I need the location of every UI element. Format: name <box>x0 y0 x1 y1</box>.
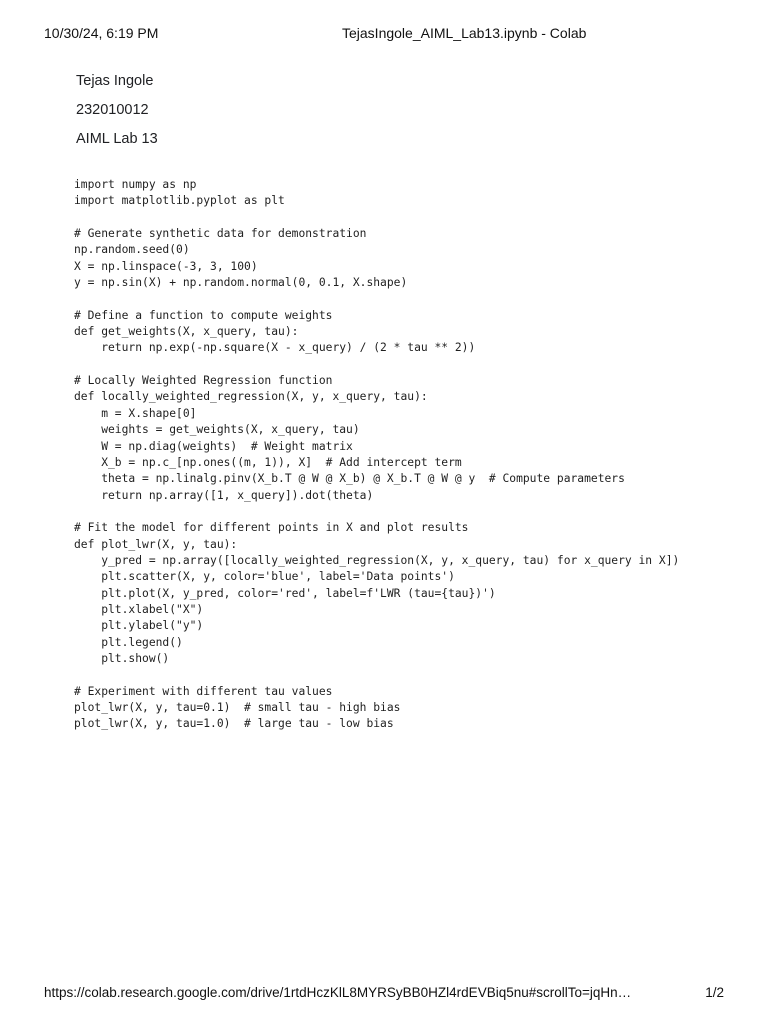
print-footer <box>44 985 724 1003</box>
print-datetime: 10/30/24, 6:19 PM <box>44 25 159 41</box>
roll-number: 232010012 <box>76 102 149 118</box>
page-url: https://colab.research.google.com/drive/1rtdHczKlL8MYRSyBB0HZl4rdEVBiq5nu#scrollTo=jqHn… <box>44 985 632 1000</box>
code-cell: import numpy as np import matplotlib.pyplot as plt # Generate synthetic data for demonstration np.random.seed(0) X = np.linspace(-3, 3, 100) y = np.sin(X) + np.random.normal(0, 0.1, X.shape) # Define a function to compute weights def get_weights(X, x_query, tau): return np.exp(-np.square(X - x_query) / (2 * tau ** 2)) # Locally Weighted Regression function def locally_weighted_regression(X, y, x_query, tau): m = X.shape[0] weights = get_weights(X, x_query, tau) W = np.diag(weights) # Weight matrix X_b = np.c_[np.ones((m, 1)), X] # Add intercept term theta = np.linalg.pinv(X_b.T @ W @ X_b) @ X_b.T @ W @ y # Compute parameters return np.array([1, x_query]).dot(theta) # Fit the model for different points in X and plot results def plot_lwr(X, y, tau): y_pred = np.array([locally_weighted_regression(X, y, x_query, tau) for x_query in X]) plt.scatter(X, y, color='blue', label='Data points') plt.plot(X, y_pred, color='red', label=f'LWR (tau={tau})') plt.xlabel("X") plt.ylabel("y") plt.legend() plt.show() # Experiment with different tau values plot_lwr(X, y, tau=0.1) # small tau - high bias plot_lwr(X, y, tau=1.0) # large tau - low bias <box>74 178 680 731</box>
document-title: TejasIngole_AIML_Lab13.ipynb - Colab <box>342 25 587 41</box>
print-header <box>44 25 728 43</box>
lab-title: AIML Lab 13 <box>76 131 158 147</box>
markdown-cell <box>76 72 158 159</box>
author-name: Tejas Ingole <box>76 73 154 89</box>
page-number: 1/2 <box>705 985 724 1000</box>
